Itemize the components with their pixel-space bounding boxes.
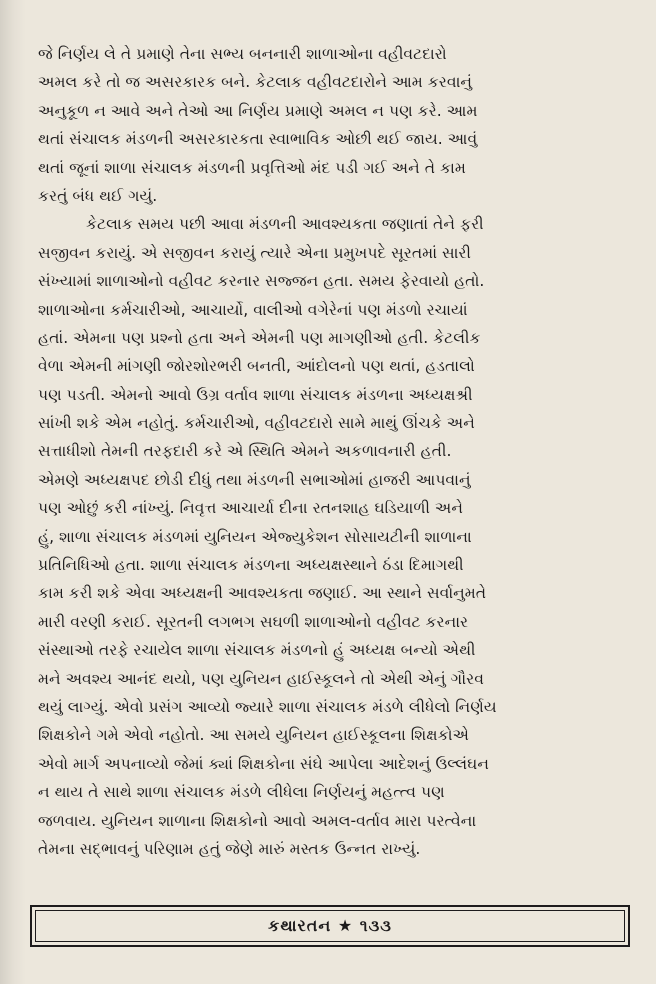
text-line: સત્તાધીશો તેમની તરફદારી કરે એ સ્થિતિ એમને અકળાવનારી હતી.	[38, 442, 452, 461]
text-line: મને અવશ્ય આનંદ થયો, પણ યુનિયન હાઈસ્કૂલને તો એથી એનું ગૌરવ	[38, 669, 484, 688]
text-line: જે નિર્ણય લે તે પ્રમાણે તેના સભ્ય બનનારી શાળાઓના વહીવટદારો	[38, 45, 447, 63]
text-line: સાંખી શકે એમ નહોતું. કર્મચારીઓ, વહીવટદારો સામે માથું ઊંચકે અને	[38, 414, 475, 433]
text-line: કરતું બંધ થઈ ગયું.	[38, 186, 158, 205]
text-line: થતાં જૂનાં શાળા સંચાલક મંડળની પ્રવૃત્તિઓ મંદ પડી ગઈ અને તે કામ	[38, 158, 466, 177]
text-line: પણ પડતી. એમનો આવો ઉગ્ર વર્તાવ શાળા સંચાલક મંડળના અધ્યક્ષશ્રી	[38, 385, 473, 404]
footer-label: કથારતન ★ ૧૩૩	[268, 916, 392, 935]
text-line: હું, શાળા સંચાલક મંડળમાં યુનિયન એજ્યુકેશન સોસાયટીની શાળાના	[38, 527, 472, 546]
text-line: એવો માર્ગ અપનાવ્યો જેમાં ક્યાં શિક્ષકોના સંઘે આપેલા આદેશનું ઉલ્લંઘન	[38, 754, 489, 773]
text-line: કામ કરી શકે એવા અધ્યક્ષની આવશ્યકતા જણાઈ. આ સ્થાને સર્વાનુમતે	[38, 584, 487, 603]
text-line: એમણે અધ્યક્ષપદ છોડી દીધું તથા મંડળની સભાઓમાં હાજરી આપવાનું	[38, 470, 471, 489]
text-line: પણ ઓછું કરી નાંખ્યું. નિવૃત્ત આચાર્યા દીના રતનશાહ ઘડિયાળી અને	[38, 499, 463, 518]
page-footer	[30, 905, 630, 947]
text-line: હતાં. એમના પણ પ્રશ્નો હતા અને એમની પણ માગણીઓ હતી. કેટલીક	[38, 328, 481, 347]
text-line: થતાં સંચાલક મંડળની અસરકારકતા સ્વાભાવિક ઓછી થઈ જાય. આવું	[38, 130, 478, 149]
text-line: શાળાઓના કર્મચારીઓ, આચાર્યો, વાલીઓ વગેરેનાં પણ મંડળો રચાયાં	[38, 300, 468, 319]
text-line: જળવાય. યુનિયન શાળાના શિક્ષકોનો આવો અમલ-વર્તાવ મારા પરત્વેના	[38, 811, 477, 830]
text-line: તેમના સદ્ભાવનું પરિણામ હતું જેણે મારું મસ્તક ઉન્નત રાખ્યું.	[38, 839, 421, 858]
text-line: અમલ કરે તો જ અસરકારક બને. કેટલાક વહીવટદારોને આમ કરવાનું	[38, 73, 473, 92]
text-line: થયું લાગ્યું. એવો પ્રસંગ આવ્યો જ્યારે શાળા સંચાલક મંડળે લીધેલો નિર્ણય	[38, 697, 497, 716]
text-line: ન થાય તે સાથે શાળા સંચાલક મંડળે લીધેલા નિર્ણયનું મહત્ત્વ પણ	[38, 783, 445, 802]
text-line: મારી વરણી કરાઈ. સૂરતની લગભગ સઘળી શાળાઓનો વહીવટ કરનાર	[38, 612, 469, 631]
paragraph-start-line: કેટલાક સમય પછી આવા મંડળની આવશ્યકતા જણાતાં તેને ફરી	[86, 215, 484, 234]
text-line: અનુકૂળ ન આવે અને તેઓ આ નિર્ણય પ્રમાણે અમલ ન પણ કરે. આમ	[38, 101, 478, 120]
text-line: પ્રતિનિધિઓ હતા. શાળા સંચાલક મંડળના અધ્યક્ષસ્થાને ઠંડા દિમાગથી	[38, 556, 464, 575]
text-line: સજીવન કરાયું. એ સજીવન કરાયું ત્યારે એના પ્રમુખપદે સૂરતમાં સારી	[38, 243, 471, 262]
text-line: સંસ્થાઓ તરફે રચાયેલ શાળા સંચાલક મંડળનો હું અધ્યક્ષ બન્યો એથી	[38, 641, 476, 660]
text-line: શિક્ષકોને ગમે એવો નહોતો. આ સમયે યુનિયન હાઈસ્કૂલના શિક્ષકોએ	[38, 726, 469, 745]
text-line: સંખ્યામાં શાળાઓનો વહીવટ કરનાર સજ્જન હતા. સમય ફેરવાયો હતો.	[38, 272, 485, 291]
body-text	[38, 40, 638, 863]
text-line: વેળા એમની માંગણી જોરશોરભરી બનતી, આંદોલનો પણ થતાં, હડતાલો	[38, 357, 475, 376]
